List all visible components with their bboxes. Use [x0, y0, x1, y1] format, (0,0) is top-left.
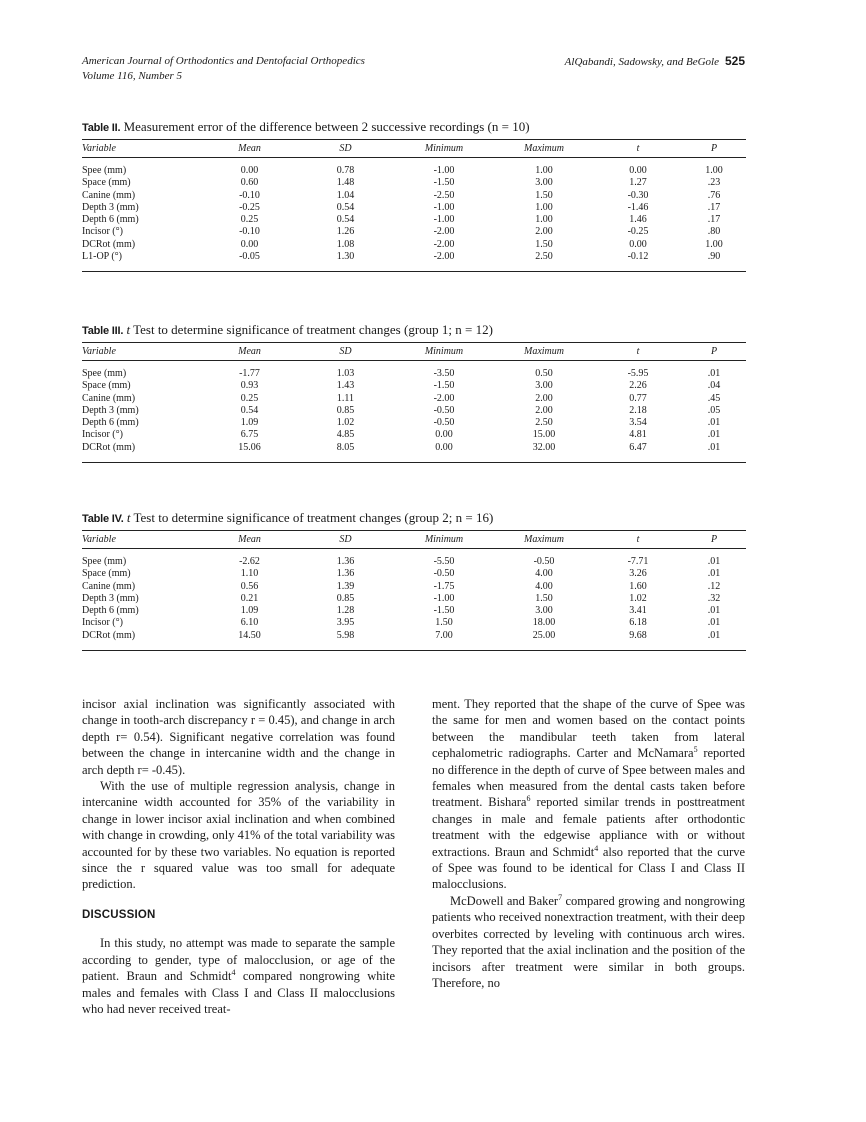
table-cell: 7.00	[435, 629, 453, 641]
table-cell: 15.00	[532, 429, 556, 441]
table-cell: -0.10	[239, 226, 260, 238]
table-cell: -1.00	[433, 201, 455, 213]
table-caption	[82, 510, 746, 526]
table-cell: Depth 6 (mm)	[82, 605, 139, 617]
table-caption	[82, 119, 746, 135]
table-row	[82, 429, 746, 441]
table-cell: 1.39	[336, 580, 355, 592]
section-heading: DISCUSSION	[82, 908, 156, 921]
table-cell: 0.56	[240, 580, 259, 592]
table-cell: .23	[707, 177, 721, 189]
column-header: t	[636, 534, 640, 545]
table-cell: 1.02	[336, 417, 355, 429]
table-cell: Spee (mm)	[82, 556, 127, 567]
column-header: Maximum	[524, 534, 564, 545]
table-cell: .01	[707, 429, 721, 441]
citation-ref: 4	[231, 967, 236, 977]
paragraph: McDowell and Baker$^7$ compared growing and nongrowing patients who received nonextraction treatment, with their deep overbites corrected by leveling with continuous arch wires. They reported that the axial inclination and the position of the incisors after treatment were similar in both groups. Therefore, no	[432, 892, 746, 990]
table-cell: 25.00	[532, 629, 556, 641]
table-cell: 15.06	[238, 441, 261, 453]
journal-volume: Volume 116, Number 5	[82, 70, 183, 82]
paragraph: ment. They reported that the shape of the curve of Spee was the same for men and women based on the contact points between the mandibular teeth taken from lateral cephalometric radiographs. Carter and McNamara$^5$ reported no difference in the depth of curve of Spee between males and females when measured from the dental casts taken before treatment. Bishara$^6$ reported similar trends in posttreatment changes in male and female patients after orthodontic treatment with the edgewise appliance with or without extractions. Braun and Schmidt$^4$ also reported that the curve of Spee was found to be identical for Class I and Class II malocclusions.	[432, 697, 745, 892]
table-row	[82, 368, 746, 380]
paragraph: With the use of multiple regression analysis, change in intercanine width accounted for 35% of the variability in change in lower incisor axial inclination and when combined with change in crowding, only 41% of the total variability was accounted for by these two variables. No equation is reported since the r squared value was too small for adequate prediction.	[82, 779, 395, 892]
table-cell: DCRot (mm)	[82, 441, 136, 453]
table-cell: 1.60	[629, 580, 647, 592]
table-header-row	[82, 343, 746, 361]
table-row	[82, 190, 746, 202]
table-cell: .05	[707, 404, 721, 416]
table-cell: -5.50	[433, 556, 455, 567]
table-cell: .01	[707, 568, 721, 580]
table-cell: 0.00	[629, 165, 647, 176]
table-cell: 0.93	[240, 380, 259, 392]
table-cell: -0.50	[433, 404, 455, 416]
table-cell: 1.00	[705, 165, 723, 176]
table-cell: 4.00	[535, 580, 553, 592]
citation-ref: 7	[558, 892, 563, 902]
table-cell: 0.25	[240, 214, 259, 226]
table-cell: 1.08	[336, 238, 355, 250]
table-row	[82, 442, 746, 454]
table-row	[82, 568, 746, 580]
paragraph: incisor axial inclination was significantly associated with change in tooth-arch discrepancy r = 0.45), and change in arch depth r= 0.54). Significant negative correlation was found between the change in intercanine width and the change in arch depth r= -0.45).	[82, 697, 395, 777]
table-cell: 1.02	[629, 592, 647, 604]
table-cell: -1.00	[433, 592, 455, 604]
table-cell: 1.26	[336, 226, 355, 238]
table-grid	[82, 342, 746, 463]
table-cell: -1.75	[433, 580, 455, 592]
column-header: t	[636, 143, 640, 154]
table-cell: Incisor (°)	[82, 429, 123, 441]
table-cell: .01	[707, 417, 721, 429]
table-row	[82, 417, 746, 429]
table-header-row	[82, 531, 746, 549]
table-cell: .45	[707, 392, 721, 404]
author-line: AlQabandi, Sadowsky, and BeGole	[564, 56, 719, 68]
table-cell: 0.78	[336, 165, 355, 176]
table-cell: -0.30	[627, 189, 649, 201]
table-cell: 1.50	[535, 189, 553, 201]
table-cell: 0.85	[336, 404, 355, 416]
table-cell: 0.60	[240, 177, 259, 189]
column-header: Mean	[238, 534, 261, 545]
table-cell: 3.41	[629, 605, 647, 617]
table-cell: -0.10	[239, 189, 260, 201]
table-cell: 3.00	[535, 380, 553, 392]
table-cell: 1.48	[336, 177, 355, 189]
table-cell: 2.00	[535, 392, 553, 404]
table-cell: .90	[707, 251, 721, 263]
table-cell: 3.00	[535, 605, 553, 617]
table-cell: 2.50	[535, 417, 553, 429]
table-cell: 0.77	[629, 392, 647, 404]
table-row	[82, 251, 746, 263]
table-row	[82, 617, 746, 629]
table-cell: .17	[707, 201, 721, 213]
table-row	[82, 605, 746, 617]
table-cell: 8.05	[336, 441, 355, 453]
column-header: Minimum	[424, 534, 464, 545]
table-grid	[82, 530, 746, 651]
table-cell: Depth 3 (mm)	[82, 592, 139, 604]
table-body	[82, 361, 746, 462]
table-cell: -7.71	[627, 556, 649, 567]
table-cell: 1.00	[705, 238, 723, 250]
table-cell: .01	[707, 629, 721, 641]
table-cell: -2.62	[239, 556, 260, 567]
table-cell: DCRot (mm)	[82, 629, 136, 641]
citation-ref: 5	[693, 745, 698, 755]
table-cell: 3.00	[535, 177, 553, 189]
table-row	[82, 380, 746, 392]
table-cell: -1.00	[433, 214, 455, 226]
column-header: Maximum	[524, 143, 564, 154]
running-header-right	[565, 54, 745, 68]
table-cell: -0.12	[627, 251, 649, 263]
table-cell: 1.09	[240, 605, 259, 617]
table-cell: Space (mm)	[82, 568, 131, 580]
table-cell: .80	[707, 226, 721, 238]
table-cell: 4.00	[535, 568, 553, 580]
table-cell: -2.00	[433, 226, 455, 238]
table-cell: 5.98	[336, 629, 355, 641]
table-iii	[82, 322, 746, 463]
table-cell: 14.50	[238, 629, 261, 641]
table-cell: 1.00	[535, 214, 553, 226]
table-cell: 0.50	[535, 368, 553, 379]
table-cell: 1.50	[535, 238, 553, 250]
table-cell: -1.00	[433, 165, 455, 176]
table-row	[82, 165, 746, 177]
table-cell: Incisor (°)	[82, 226, 123, 238]
table-cell: 1.36	[336, 556, 355, 567]
table-cell: -0.50	[533, 556, 555, 567]
table-cell: .04	[707, 380, 721, 392]
table-grid	[82, 139, 746, 272]
column-header: t	[636, 346, 640, 357]
table-cell: 1.36	[336, 568, 355, 580]
table-cell: -2.00	[433, 251, 455, 263]
table-header-row	[82, 140, 746, 158]
table-cell: 0.00	[435, 441, 453, 453]
table-cell: 0.00	[240, 238, 259, 250]
table-cell: 1.28	[336, 605, 355, 617]
table-cell: -0.50	[433, 417, 455, 429]
table-cell: .01	[707, 368, 721, 379]
table-cell: 1.00	[535, 165, 553, 176]
table-row	[82, 226, 746, 238]
column-header: SD	[339, 346, 352, 357]
table-cell: 3.54	[629, 417, 647, 429]
column-header: SD	[339, 534, 352, 545]
table-cell: .01	[707, 605, 721, 617]
table-cell: -2.00	[433, 392, 455, 404]
table-cell: 6.75	[240, 429, 259, 441]
table-cell: -1.50	[433, 177, 455, 189]
table-cell: -2.00	[433, 238, 455, 250]
table-cell: 1.27	[629, 177, 647, 189]
table-cell: -1.46	[627, 201, 649, 213]
table-cell: 1.43	[336, 380, 355, 392]
table-cell: 2.18	[629, 404, 647, 416]
table-cell: .76	[707, 189, 721, 201]
column-header: Maximum	[524, 346, 564, 357]
table-row	[82, 405, 746, 417]
table-row	[82, 556, 746, 568]
table-cell: 0.85	[336, 592, 355, 604]
table-cell: 1.10	[240, 568, 259, 580]
table-row	[82, 202, 746, 214]
column-header: Variable	[82, 534, 116, 545]
table-cell: 9.68	[629, 629, 647, 641]
table-cell: 0.54	[336, 214, 355, 226]
table-cell: Space (mm)	[82, 380, 131, 392]
table-cell: 6.10	[240, 617, 259, 629]
table-cell: 1.50	[435, 617, 453, 629]
table-cell: 0.21	[240, 592, 259, 604]
table-cell: 1.03	[336, 368, 355, 379]
table-title: Measurement error of the difference between 2 successive recordings (n = 10)	[123, 119, 530, 134]
table-cell: 3.26	[629, 568, 647, 580]
table-cell: Canine (mm)	[82, 392, 136, 404]
column-header: Variable	[82, 346, 116, 357]
table-cell: 6.47	[629, 441, 647, 453]
table-cell: DCRot (mm)	[82, 238, 136, 250]
citation-ref: 4	[594, 843, 599, 853]
table-cell: Incisor (°)	[82, 617, 123, 629]
table-cell: Space (mm)	[82, 177, 131, 189]
column-header: Minimum	[424, 143, 464, 154]
table-cell: 0.54	[240, 404, 259, 416]
table-cell: -3.50	[433, 368, 455, 379]
table-label: Table II.	[82, 122, 121, 134]
table-ii	[82, 119, 746, 272]
table-cell: Canine (mm)	[82, 189, 136, 201]
table-label: Table IV.	[82, 513, 124, 525]
table-cell: -0.25	[627, 226, 649, 238]
table-cell: 1.46	[629, 214, 647, 226]
journal-title: American Journal of Orthodontics and Dentofacial Orthopedics	[82, 55, 365, 67]
table-cell: 0.00	[435, 429, 453, 441]
table-cell: 1.09	[240, 417, 259, 429]
table-cell: 0.00	[240, 165, 259, 176]
table-cell: L1-OP (°)	[82, 251, 123, 263]
body-column-left	[82, 696, 395, 1017]
table-cell: Depth 3 (mm)	[82, 404, 139, 416]
table-title-italic: t	[126, 510, 131, 525]
table-row	[82, 593, 746, 605]
table-row	[82, 177, 746, 189]
table-cell: Depth 6 (mm)	[82, 417, 139, 429]
table-cell: 1.00	[535, 201, 553, 213]
table-cell: .01	[707, 617, 721, 629]
table-body	[82, 158, 746, 271]
table-cell: -5.95	[627, 368, 649, 379]
table-cell: 2.00	[535, 404, 553, 416]
table-cell: 6.18	[629, 617, 647, 629]
table-cell: Spee (mm)	[82, 165, 127, 176]
column-header: Variable	[82, 143, 116, 154]
table-cell: 1.50	[535, 592, 553, 604]
column-header: P	[710, 346, 718, 357]
body-column-right	[432, 696, 745, 991]
table-cell: -0.25	[239, 201, 260, 213]
table-row	[82, 581, 746, 593]
table-row	[82, 239, 746, 251]
table-cell: 1.04	[336, 189, 355, 201]
table-cell: 18.00	[532, 617, 556, 629]
table-cell: 4.81	[629, 429, 647, 441]
column-header: Mean	[238, 346, 261, 357]
table-cell: .12	[707, 580, 721, 592]
column-header: Mean	[238, 143, 261, 154]
table-cell: Canine (mm)	[82, 580, 136, 592]
citation-ref: 6	[526, 794, 531, 804]
table-caption	[82, 322, 746, 338]
table-title: Test to determine significance of treatment changes (group 1; n = 12)	[133, 322, 493, 337]
table-row	[82, 393, 746, 405]
table-cell: 0.54	[336, 201, 355, 213]
table-cell: Spee (mm)	[82, 368, 127, 379]
table-title-italic: t	[126, 322, 131, 337]
table-cell: Depth 6 (mm)	[82, 214, 139, 226]
column-header: P	[710, 534, 718, 545]
column-header: P	[710, 143, 718, 154]
table-cell: 3.95	[336, 617, 355, 629]
table-cell: -0.50	[433, 568, 455, 580]
table-cell: -2.50	[433, 189, 455, 201]
table-cell: -1.50	[433, 605, 455, 617]
table-iv	[82, 510, 746, 651]
table-cell: Depth 3 (mm)	[82, 201, 139, 213]
table-cell: -1.50	[433, 380, 455, 392]
table-cell: -1.77	[239, 368, 260, 379]
column-header: Minimum	[424, 346, 464, 357]
table-cell: 2.00	[535, 226, 553, 238]
table-cell: .01	[707, 556, 721, 567]
table-title: Test to determine significance of treatment changes (group 2; n = 16)	[133, 510, 494, 525]
column-header: SD	[339, 143, 352, 154]
table-cell: -0.05	[239, 251, 260, 263]
table-row	[82, 214, 746, 226]
table-cell: .17	[707, 214, 721, 226]
table-cell: 0.00	[629, 238, 647, 250]
table-cell: 2.50	[535, 251, 553, 263]
table-cell: 4.85	[336, 429, 355, 441]
running-header-left	[82, 54, 365, 84]
paragraph: In this study, no attempt was made to separate the sample according to gender, type of malocclusion, or age of the patient. Braun and Schmidt$^4$ compared nongrowing white males and females with Class I and Class II malocclusions who had never received treat-	[82, 936, 395, 1016]
table-row	[82, 630, 746, 642]
table-cell: 1.30	[336, 251, 355, 263]
table-cell: .01	[707, 441, 721, 453]
table-cell: 0.25	[240, 392, 259, 404]
table-cell: 2.26	[629, 380, 647, 392]
table-label: Table III.	[82, 325, 124, 337]
table-cell: .32	[707, 592, 721, 604]
page-number: 525	[724, 54, 745, 68]
table-cell: 32.00	[532, 441, 556, 453]
table-cell: 1.11	[336, 392, 355, 404]
table-body	[82, 549, 746, 650]
